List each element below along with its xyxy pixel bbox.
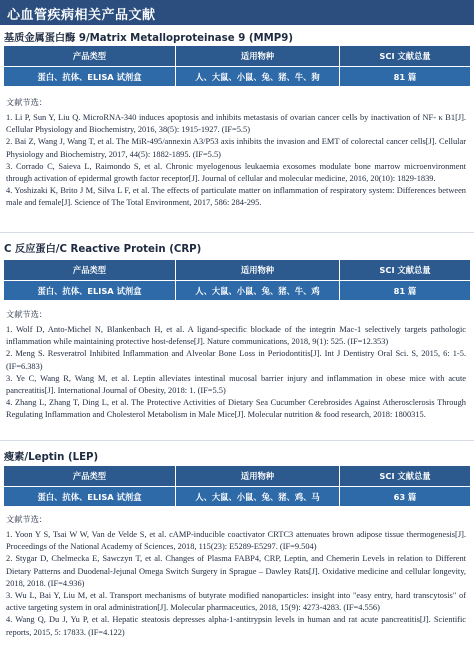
- cell-sci: 81 篇: [340, 280, 470, 300]
- reference-list: [6, 324, 466, 422]
- header-sci: SCI 文献总量: [340, 466, 470, 486]
- table-header-row: [4, 46, 470, 66]
- reference-item: 4. Zhang L, Zhang T, Ding L, et al. The Protective Activities of Dietary Sea Cucumber Cerebrosides Against Atherosclerosis Through Regulating Inflammation and Cholesterol Metabolism in Male Mice[J]. Molecular nutrition & food research, 2018: 1800315.: [6, 398, 466, 420]
- reference-list: [6, 529, 466, 639]
- header-type: 产品类型: [4, 260, 176, 280]
- cell-sci: 63 篇: [340, 486, 470, 506]
- literature-label: 文献节选：: [6, 309, 47, 319]
- reference-item: 3. Wu L, Bai Y, Liu M, et al. Transport mechanisms of butyrate modified nanoparticles: insight into "easy entry, hard transcytosis" of active targeting system in oral administration[J]. Molecular pharmaceutics, 2018, 15(9): 4273-4283. (IF=4.556): [6, 591, 466, 613]
- reference-item: 2. Bai Z, Wang J, Wang T, et al. The MiR-495/annexin A3/P53 axis inhibits the invasion and EMT of colorectal cancer cells[J]. Cellular Physiology and Biochemistry, 2017, 44(5): 1882-1895. (IF=5.5): [6, 137, 466, 159]
- reference-item: 1. Yoon Y S, Tsai W W, Van de Velde S, et al. cAMP-inducible coactivator CRTC3 attenuates brown adipose tissue thermogenesis[J]. Proceedings of the National Academy of Sciences, 2018, 115(23): E5289-E5297. (IF=9.504): [6, 530, 466, 552]
- literature-label: 文献节选：: [6, 514, 47, 524]
- cell-type: 蛋白、抗体、ELISA 试剂盒: [4, 280, 176, 300]
- header-sci: SCI 文献总量: [340, 46, 470, 66]
- section-title: C 反应蛋白/C Reactive Protein (CRP): [4, 244, 202, 255]
- reference-item: 1. Li P, Sun Y, Liu Q. MicroRNA-340 induces apoptosis and inhibits metastasis of ovarian cancer cells by inactivation of NF- κ B1[J]. Cellular Physiology and Biochemistry, 2016, 38(5): 1915-1927. (IF=5.5): [6, 113, 466, 135]
- header-species: 适用物种: [176, 260, 340, 280]
- product-table: [4, 260, 470, 300]
- literature-label: 文献节选：: [6, 97, 47, 107]
- cell-type: 蛋白、抗体、ELISA 试剂盒: [4, 66, 176, 86]
- reference-item: 3. Corrado C, Saieva L, Raimondo S, et al. Chronic myelogenous leukaemia exosomes modulate bone marrow microenvironment through activation of epidermal growth factor receptor[J]. Journal of cellular and molecular medicine, 2016, 20(10): 1829-1839.: [6, 161, 466, 184]
- product-table: [4, 46, 470, 86]
- reference-item: 2. Meng S. Resveratrol Inhibited Inflammation and Alveolar Bone Loss in Periodontitis[J]. Int J Dentistry Oral Sci. S, 2015, 6: 1-5. (IF=6.383): [6, 349, 466, 371]
- section-title: 基质金属蛋白酶 9/Matrix Metalloproteinase 9 (MMP9): [4, 33, 293, 44]
- table-header-row: [4, 466, 470, 486]
- reference-item: 1. Wolf D, Anto-Michel N, Blankenbach H, et al. A ligand-specific blockade of the integrin Mac-1 selectively targets pathologic inflammation while maintaining protective host-defense[J]. Nature communications, 2018, 9(1): 525. (IF=12.353): [6, 325, 466, 347]
- header-species: 适用物种: [176, 466, 340, 486]
- product-table: [4, 466, 470, 506]
- reference-item: 3. Ye C, Wang R, Wang M, et al. Leptin alleviates intestinal mucosal barrier injury and inflammation in obese mice with acute pancreatitis[J]. International Journal of Obesity, 2018: 1. (IF=5.5): [6, 373, 466, 396]
- reference-item: 2. Stygar D, Chelmecka E, Sawczyn T, et al. Changes of Plasma FABP4, CRP, Leptin, and Chemerin Levels in relation to Different Dietary Patterns and Duodenal-Jejunal Omega Switch Surgery in Sprague – Dawley Rats[J]. Oxidative medicine and cellular longevity, 2018, 2018. (IF=4.936): [6, 554, 466, 588]
- reference-list: [6, 112, 466, 210]
- table-row: [4, 280, 470, 300]
- banner-title: 心血管疾病相关产品文献: [7, 8, 156, 23]
- section-divider: [0, 440, 474, 441]
- section-divider: [0, 232, 474, 233]
- header-sci: SCI 文献总量: [340, 260, 470, 280]
- reference-item: 4. Yoshizaki K, Brito J M, Silva L F, et al. The effects of particulate matter on inflammation of respiratory system: Differences between male and female[J]. Science of The Total Environment, 2017, 586: 284-295.: [6, 186, 466, 208]
- header-type: 产品类型: [4, 46, 176, 66]
- reference-item: 4. Wang Q, Du J, Yu P, et al. Hepatic steatosis depresses alpha-1-antitrypsin levels in human and rat acute pancreatitis[J]. Scientific reports, 2015, 5: 17833. (IF=4.122): [6, 615, 466, 637]
- cell-species: 人、大鼠、小鼠、兔、猪、鸡、马: [176, 486, 340, 506]
- cell-type: 蛋白、抗体、ELISA 试剂盒: [4, 486, 176, 506]
- cell-species: 人、大鼠、小鼠、兔、猪、牛、狗: [176, 66, 340, 86]
- section-title: 瘦素/Leptin (LEP): [4, 452, 99, 463]
- cell-species: 人、大鼠、小鼠、兔、猪、牛、鸡: [176, 280, 340, 300]
- table-row: [4, 66, 470, 86]
- cell-sci: 81 篇: [340, 66, 470, 86]
- header-banner: [0, 0, 474, 25]
- header-species: 适用物种: [176, 46, 340, 66]
- table-row: [4, 486, 470, 506]
- table-header-row: [4, 260, 470, 280]
- header-type: 产品类型: [4, 466, 176, 486]
